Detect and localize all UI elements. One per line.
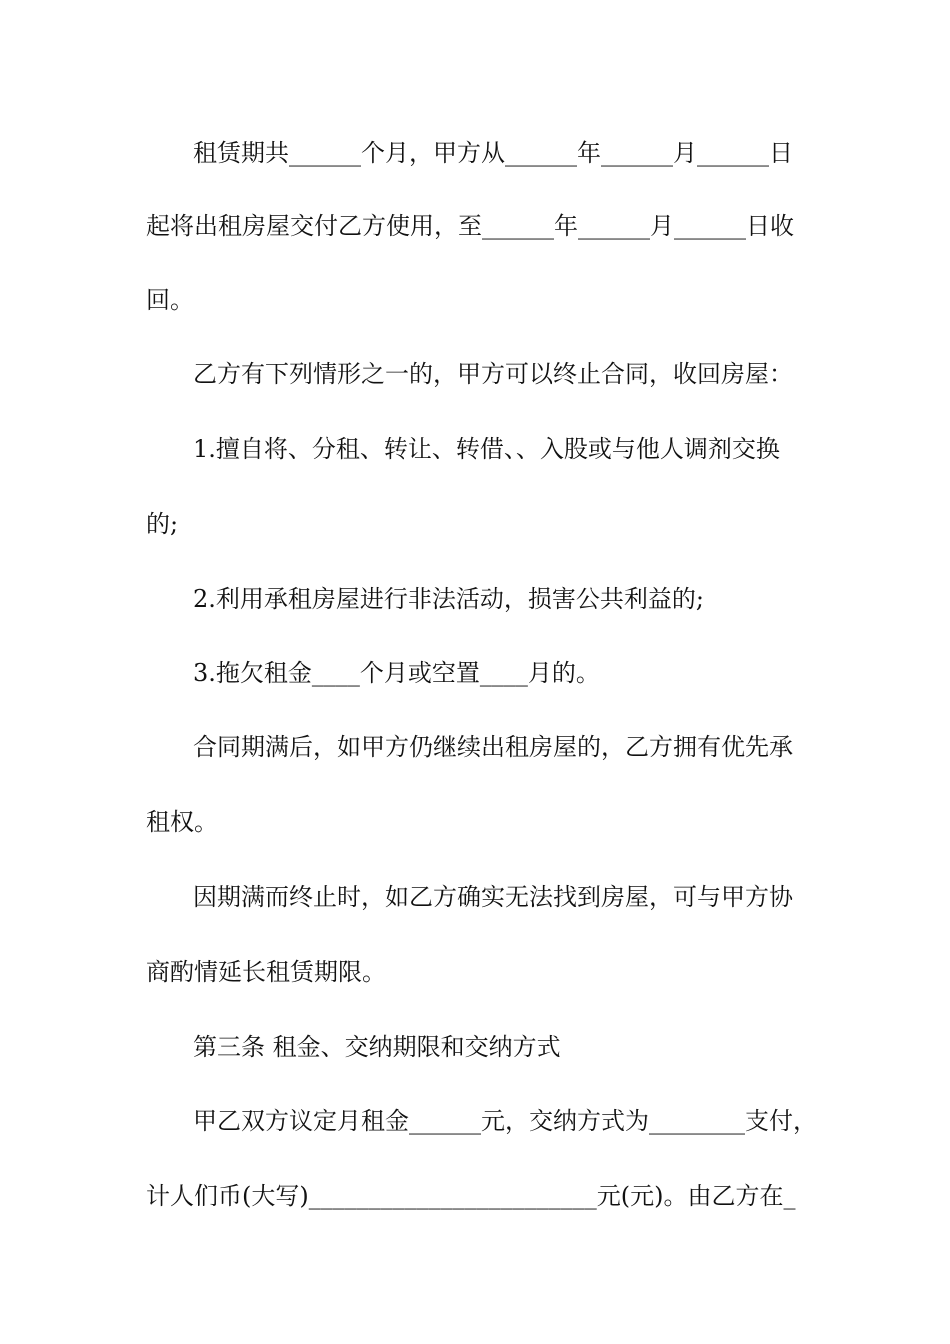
text-line-3: 回。 [146, 286, 194, 314]
text-line-12: 商酌情延长租赁期限。 [146, 958, 386, 986]
text-line-9: 合同期满后，如甲方仍继续出租房屋的，乙方拥有优先承 [193, 733, 793, 761]
text-line-7: 2.利用承租房屋进行非法活动，损害公共利益的; [193, 585, 704, 613]
text-line-5: 1.擅自将、分租、转让、转借、、入股或与他人调剂交换 [193, 435, 780, 463]
text-line-10: 租权。 [146, 808, 218, 836]
text-line-6: 的; [146, 510, 179, 538]
text-line-1: 租赁期共______个月，甲方从______年______月______日 [193, 139, 793, 167]
section-heading: 第三条 租金、交纳期限和交纳方式 [193, 1033, 561, 1061]
text-line-14: 甲乙双方议定月租金______元，交纳方式为________支付， [193, 1107, 817, 1135]
text-line-11: 因期满而终止时，如乙方确实无法找到房屋，可与甲方协 [193, 883, 793, 911]
text-line-15: 计人们币(大写)________________________元(元)。由乙方在_ [146, 1182, 796, 1210]
text-line-8: 3.拖欠租金____个月或空置____月的。 [193, 659, 600, 687]
text-line-4: 乙方有下列情形之一的，甲方可以终止合同，收回房屋： [193, 360, 793, 388]
text-line-2: 起将出租房屋交付乙方使用，至______年______月______日收 [146, 212, 794, 240]
